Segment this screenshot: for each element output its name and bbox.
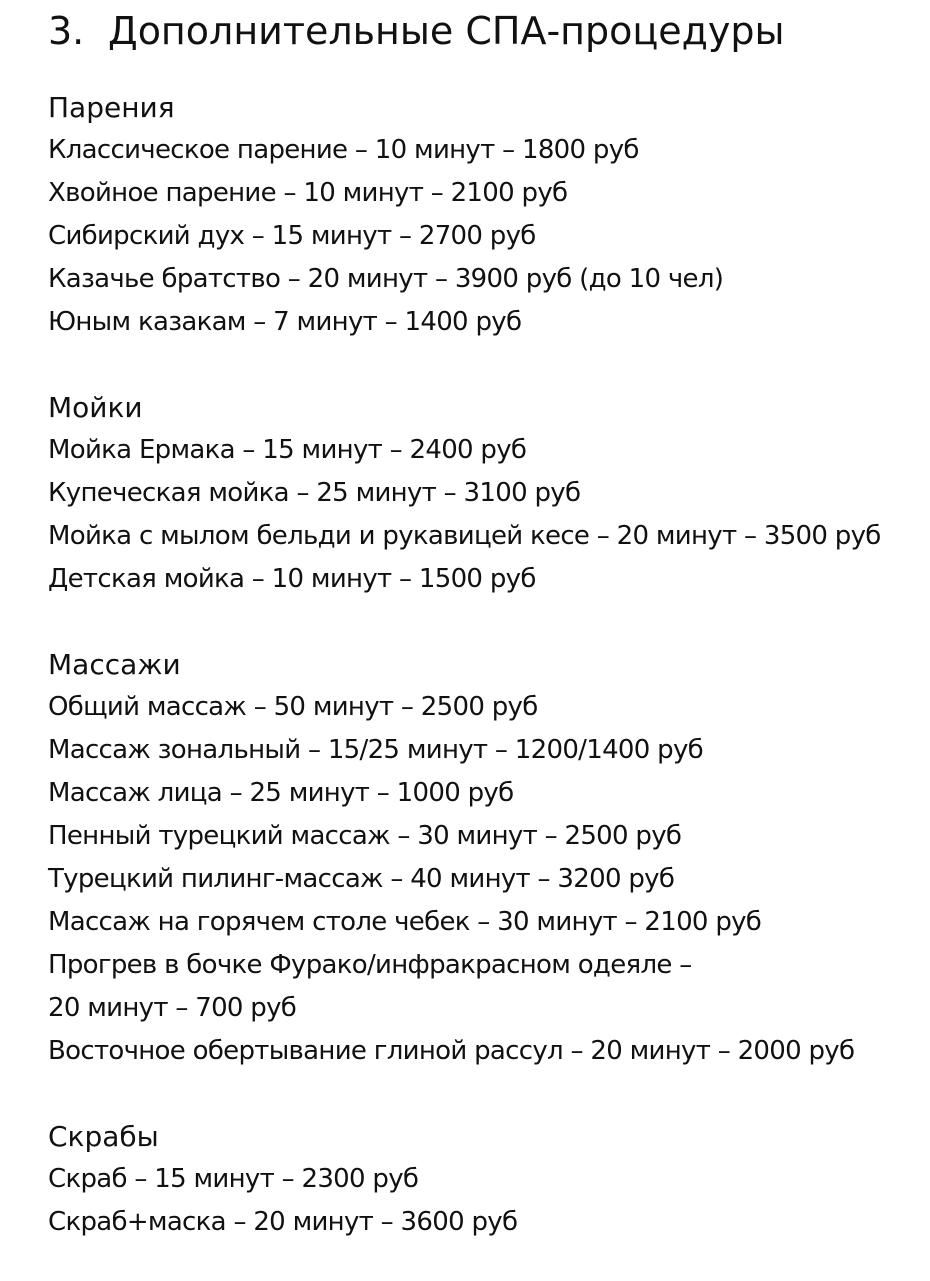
service-item: Классическое парение – 10 минут – 1800 руб	[48, 135, 639, 165]
page-title-text: Дополнительные СПА-процедуры	[108, 9, 785, 53]
service-list	[48, 429, 926, 601]
page-title	[48, 8, 926, 54]
service-item: Турецкий пилинг-массаж – 40 минут – 3200 руб	[48, 864, 675, 894]
service-item: Юным казакам – 7 минут – 1400 руб	[48, 307, 522, 337]
service-item: Купеческая мойка – 25 минут – 3100 руб	[48, 478, 581, 508]
service-item: Пенный турецкий массаж – 30 минут – 2500 руб	[48, 821, 682, 851]
service-item-wrapped	[48, 944, 926, 1030]
service-item: Казачье братство – 20 минут – 3900 руб (до 10 чел)	[48, 264, 724, 294]
price-list-page	[48, 8, 926, 1244]
service-item: Мойка Ермака – 15 минут – 2400 руб	[48, 435, 527, 465]
service-list	[48, 129, 926, 344]
service-item: Детская мойка – 10 минут – 1500 руб	[48, 564, 536, 594]
service-item: Общий массаж – 50 минут – 2500 руб	[48, 692, 538, 722]
section-massazhi	[48, 643, 926, 1073]
service-item-line: 20 минут – 700 руб	[48, 993, 297, 1023]
service-item: Скраб+маска – 20 минут – 3600 руб	[48, 1207, 518, 1237]
service-item-line: Прогрев в бочке Фурако/инфракрасном одеяле –	[48, 950, 692, 980]
section-moyki	[48, 386, 926, 601]
section-title: Массажи	[48, 648, 181, 681]
service-list	[48, 686, 926, 1073]
service-item: Мойка с мылом бельди и рукавицей кесе – 20 минут – 3500 руб	[48, 521, 881, 551]
section-title: Парения	[48, 91, 175, 124]
service-item: Массаж лица – 25 минут – 1000 руб	[48, 778, 514, 808]
section-number: 3.	[48, 9, 85, 53]
service-item: Массаж на горячем столе чебек – 30 минут – 2100 руб	[48, 907, 762, 937]
section-title: Мойки	[48, 391, 143, 424]
service-item: Массаж зональный – 15/25 минут – 1200/1400 руб	[48, 735, 703, 765]
section-pareniya	[48, 86, 926, 344]
service-item: Сибирский дух – 15 минут – 2700 руб	[48, 221, 536, 251]
section-title: Скрабы	[48, 1120, 159, 1153]
service-list	[48, 1158, 926, 1244]
service-item: Скраб – 15 минут – 2300 руб	[48, 1164, 419, 1194]
service-item: Восточное обертывание глиной рассул – 20 минут – 2000 руб	[48, 1036, 855, 1066]
service-item: Хвойное парение – 10 минут – 2100 руб	[48, 178, 568, 208]
section-skraby	[48, 1115, 926, 1244]
